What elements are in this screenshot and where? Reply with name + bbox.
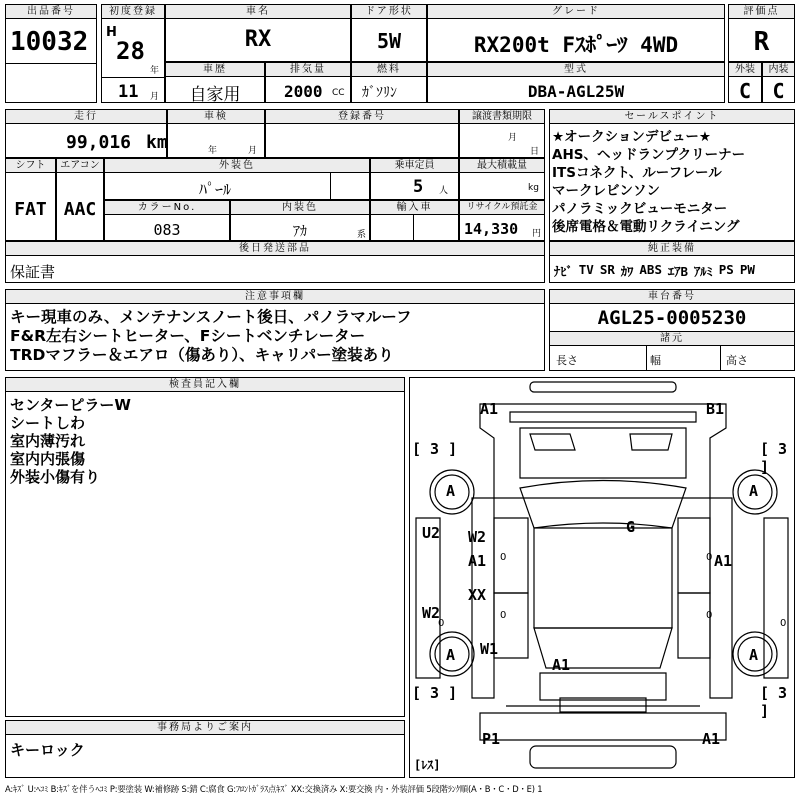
sales-point: ITSコネクト、ルーフレール xyxy=(552,165,722,181)
car-name-box xyxy=(165,4,351,62)
exterior-score: C xyxy=(738,79,752,103)
mark-spare-tire: [ﾚｽ] xyxy=(414,758,441,772)
mark-rear-left-wheel: A xyxy=(446,646,456,664)
interior-label: 内装 xyxy=(763,63,794,77)
exterior-score-box xyxy=(728,62,762,103)
kg-unit: kg xyxy=(528,183,539,193)
mark-tailgate: A1 xyxy=(552,656,571,674)
shift-box xyxy=(5,158,56,241)
mark-rear-left-tire: [ 3 ] xyxy=(412,684,458,702)
color-number: 083 xyxy=(153,221,181,239)
standard-equipment-label: 純正装備 xyxy=(550,242,794,256)
office-notes-box xyxy=(5,720,405,778)
equipment-item: ﾅﾋﾞ xyxy=(554,264,573,279)
mark-left-rear-door-1: XX xyxy=(468,586,487,604)
grade-box xyxy=(427,4,725,62)
office-note: キーロック xyxy=(10,741,85,759)
height-label: 高さ xyxy=(726,354,748,367)
zero-left-front: 0 xyxy=(500,552,507,563)
lot-number: 10032 xyxy=(10,27,89,57)
aircon: AAC xyxy=(63,199,97,220)
shift-label: シフト xyxy=(6,159,55,173)
exterior-label: 外装 xyxy=(729,63,761,77)
import-box xyxy=(370,200,459,241)
model-code-label: 型式 xyxy=(428,63,724,77)
exterior-color-box xyxy=(104,158,370,200)
car-name: RX xyxy=(244,27,272,52)
recycle-label: リサイクル預託金 xyxy=(460,201,544,215)
mileage: 99,016 xyxy=(66,132,132,153)
later-documents: 保証書 xyxy=(10,263,56,281)
sales-point: 後席電格＆電動リクライニング xyxy=(552,219,740,235)
standard-equipment-box xyxy=(549,241,795,283)
score-box xyxy=(728,4,795,62)
interior-score-box xyxy=(762,62,795,103)
zero-left-quarter: 0 xyxy=(438,618,445,629)
mileage-label: 走行 xyxy=(6,110,166,124)
caution-line: TRDマフラー＆エアロ（傷あり）、キャリパー塗装あり xyxy=(10,346,394,364)
inspection-year-unit: 年 xyxy=(208,146,218,156)
damage-diagram-box xyxy=(409,377,795,778)
fuel-label: 燃料 xyxy=(352,63,426,77)
inspector-notes-box xyxy=(5,377,405,717)
displacement: 2000 xyxy=(284,82,323,101)
zero-right-rear: 0 xyxy=(706,610,713,621)
chassis-number: AGL25-0005230 xyxy=(597,307,747,329)
mark-front-right-wheel: A xyxy=(749,482,759,500)
equipment-item: TV xyxy=(578,262,594,277)
car-diagram xyxy=(410,378,794,777)
caution-line: キー現車のみ、メンテナンスノート後日、パノラマルーフ xyxy=(10,308,412,326)
car-name-label: 車名 xyxy=(166,5,350,19)
specs-label: 諸元 xyxy=(550,332,794,346)
later-documents-label: 後日発送部品 xyxy=(6,242,544,256)
lot-number-box xyxy=(5,4,97,103)
mileage-box xyxy=(5,109,167,158)
mark-front-bumper-right: B1 xyxy=(706,400,725,418)
equipment-item: PS xyxy=(718,262,734,277)
mark-left-rear-quarter: W2 xyxy=(422,604,441,622)
model-code: DBA-AGL25W xyxy=(527,82,625,101)
equipment-item: ｴｱB xyxy=(667,264,689,279)
registration-number-box xyxy=(265,109,459,158)
mark-front-bumper-left: A1 xyxy=(480,400,499,418)
color-number-label: カラーNo. xyxy=(105,201,229,215)
km-unit: km xyxy=(146,132,168,153)
mark-rear-right-tire: [ 3 ] xyxy=(760,684,788,720)
exterior-color-label: 外装色 xyxy=(105,159,369,173)
equipment-item: PW xyxy=(739,262,755,277)
caution-box xyxy=(5,289,545,371)
caution-line: F&R左右シートヒーター、Fシートベンチレーター xyxy=(10,327,366,345)
sales-point: パノラミックビューモニター xyxy=(552,201,728,217)
capacity-label: 乗車定員 xyxy=(371,159,458,173)
fuel-box xyxy=(351,62,427,103)
caution-label: 注意事項欄 xyxy=(6,290,544,304)
equipment-item: SR xyxy=(599,262,615,277)
length-label: 長さ xyxy=(556,354,578,367)
era-mark: H xyxy=(106,25,117,40)
sales-points-label: セールスポイント xyxy=(550,110,794,124)
inspector-note: 外装小傷有り xyxy=(10,468,101,486)
displacement-box xyxy=(265,62,351,103)
sales-point: ★オークションデビュー★ xyxy=(552,129,711,145)
import-label: 輸入車 xyxy=(371,201,458,215)
inspection-month-unit: 月 xyxy=(248,146,258,156)
inspection-label: 車検 xyxy=(168,110,264,124)
mark-left-fender: U2 xyxy=(422,524,441,542)
chassis-box xyxy=(549,289,795,371)
inspector-notes-list xyxy=(10,396,131,486)
equipment-item: ｶﾜ xyxy=(620,264,634,279)
history-box xyxy=(165,62,265,103)
interior-color: ｱｶ xyxy=(293,224,307,240)
later-documents-box xyxy=(5,241,545,283)
score-label: 評価点 xyxy=(729,5,794,19)
first-registration-label: 初度登録 xyxy=(102,5,164,19)
mark-front-right-tire: [ 3 ] xyxy=(760,440,788,476)
yen-unit: 円 xyxy=(532,229,542,239)
zero-right-quarter: 0 xyxy=(780,618,787,629)
equipment-item: ABS xyxy=(639,262,662,277)
color-family-unit: 系 xyxy=(357,230,367,240)
first-registration-box xyxy=(101,4,165,103)
sales-point: AHS、ヘッドランプクリーナー xyxy=(552,147,746,163)
transfer-month-unit: 月 xyxy=(508,133,518,143)
overall-score: R xyxy=(753,27,770,57)
zero-right-front: 0 xyxy=(706,552,713,563)
transfer-day-unit: 日 xyxy=(530,147,540,157)
equipment-list xyxy=(554,262,755,280)
recycle-box xyxy=(459,200,545,241)
recycle-deposit: 14,330 xyxy=(464,220,519,238)
inspector-notes-label: 検査員記入欄 xyxy=(6,378,404,392)
inspector-note: 室内薄汚れ xyxy=(10,432,86,450)
inspector-note: シートしわ xyxy=(10,414,86,432)
inspector-note: センターピラーW xyxy=(10,396,131,414)
shift: FAT xyxy=(14,199,47,220)
grade: RX200t Fｽﾎﾟｰﾂ 4WD xyxy=(473,33,679,57)
door-type-box xyxy=(351,4,427,62)
aircon-label: エアコン xyxy=(57,159,103,173)
persons-unit: 人 xyxy=(439,186,449,196)
mark-left-front-door-1: W2 xyxy=(468,528,487,546)
capacity-box xyxy=(370,158,459,200)
mark-rear-right-wheel: A xyxy=(749,646,759,664)
max-load-box xyxy=(459,158,545,200)
cc-unit: CC xyxy=(332,88,345,98)
door-type: 5W xyxy=(376,29,402,53)
inspector-note: 室内内張傷 xyxy=(10,450,86,468)
model-code-box xyxy=(427,62,725,103)
legend: A:ｷｽﾞ U:ﾍｺﾐ B:ｷｽﾞを伴うﾍｺﾐ P:要塗装 W:補修跡 S:錆 C:腐食 G:ﾌﾛﾝﾄｶﾞﾗｽ点ｷｽﾞ XX:交換済み X:要交換 内・外装評価 5段階ﾗﾝｸ順(A・B・C・D・E) 1 xyxy=(5,784,543,794)
door-type-label: ドア形状 xyxy=(352,5,426,19)
displacement-label: 排気量 xyxy=(266,63,350,77)
mark-rear-bumper-right: A1 xyxy=(702,730,721,748)
history: 自家用 xyxy=(189,85,241,105)
mark-front-left-tire: [ 3 ] xyxy=(412,440,458,458)
exterior-color: ﾊﾟｰﾙ xyxy=(198,180,231,199)
capacity: 5 xyxy=(413,177,424,197)
sales-points-box xyxy=(549,109,795,241)
fuel: ｶﾞｿﾘﾝ xyxy=(362,85,397,101)
grade-label: グレード xyxy=(428,5,724,19)
registration-number-label: 登録番号 xyxy=(266,110,458,124)
sales-point: マークレビンソン xyxy=(552,183,660,199)
mark-left-rear-step: W1 xyxy=(480,640,499,658)
caution-list xyxy=(10,308,411,365)
mark-right-front-door: A1 xyxy=(714,552,733,570)
zero-left-rear: 0 xyxy=(500,610,507,621)
inspection-box xyxy=(167,109,265,158)
color-number-box xyxy=(104,200,230,241)
office-notes-label: 事務局よりご案内 xyxy=(6,721,404,735)
max-load-label: 最大積載量 xyxy=(460,159,544,173)
sales-points-list xyxy=(552,128,745,236)
interior-color-label: 内装色 xyxy=(231,201,369,215)
mark-windshield: G xyxy=(626,518,636,536)
mark-left-front-door-2: A1 xyxy=(468,552,487,570)
transfer-deadline-label: 譲渡書類期限 xyxy=(460,110,544,124)
chassis-label: 車台番号 xyxy=(550,290,794,304)
registration-year: 28 xyxy=(116,37,145,65)
mark-rear-bumper-left: P1 xyxy=(482,730,501,748)
aircon-box xyxy=(56,158,104,241)
transfer-deadline-box xyxy=(459,109,545,158)
history-label: 車歴 xyxy=(166,63,264,77)
interior-color-box xyxy=(230,200,370,241)
year-unit: 年 xyxy=(150,66,160,76)
registration-month: 11 xyxy=(118,82,139,102)
month-unit: 月 xyxy=(150,92,160,102)
mark-front-left-wheel: A xyxy=(446,482,456,500)
interior-score: C xyxy=(772,79,785,103)
lot-number-label: 出品番号 xyxy=(6,5,96,19)
equipment-item: ｱﾙﾐ xyxy=(694,264,713,279)
width-label: 幅 xyxy=(650,354,661,367)
